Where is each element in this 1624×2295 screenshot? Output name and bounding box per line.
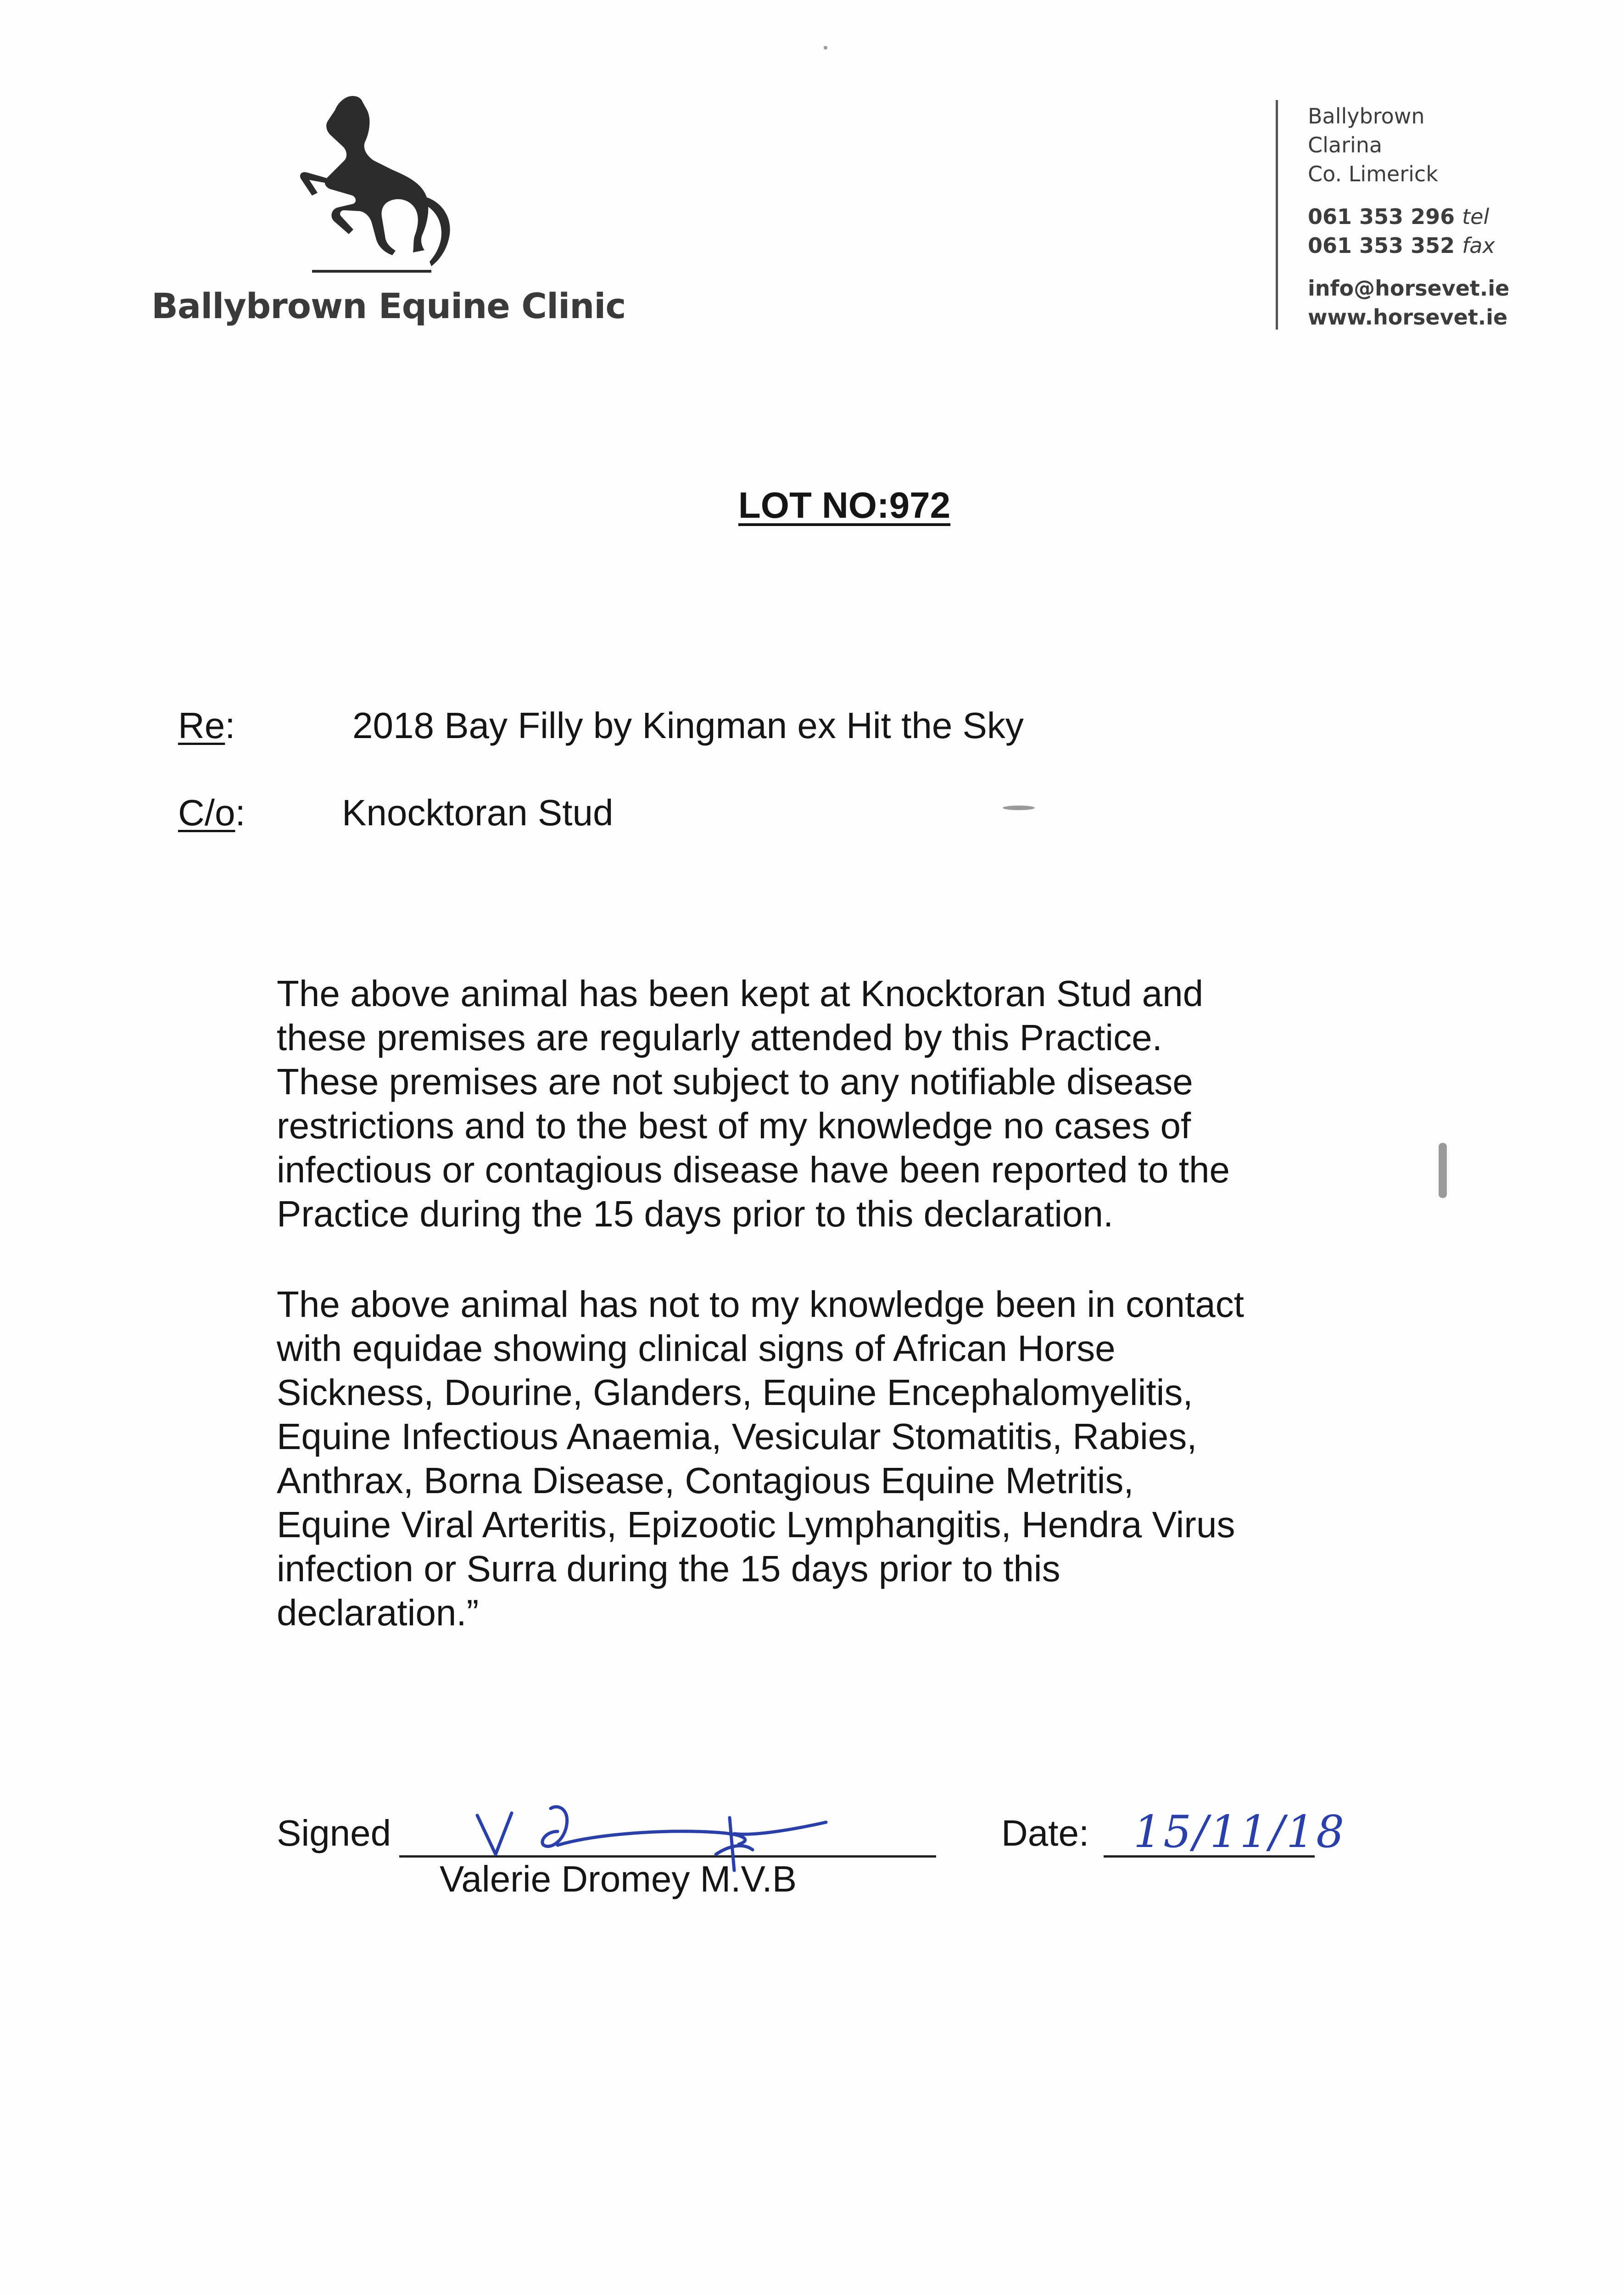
- co-colon: :: [235, 792, 246, 833]
- website-link[interactable]: www.horsevet.ie: [1308, 305, 1508, 330]
- date-label: Date:: [1001, 1813, 1089, 1853]
- paragraph-line: Equine Infectious Anaemia, Vesicular Stomatitis, Rabies,: [277, 1416, 1197, 1457]
- paragraph-line: Sickness, Dourine, Glanders, Equine Encephalomyelitis,: [277, 1372, 1193, 1413]
- paragraph-line: Anthrax, Borna Disease, Contagious Equine Metritis,: [277, 1460, 1134, 1501]
- scan-speck: [1439, 1143, 1447, 1198]
- re-label: [178, 705, 235, 747]
- paragraph-line: these premises are regularly attended by this Practice.: [277, 1017, 1162, 1058]
- co-label-text: C/o: [178, 792, 235, 833]
- fax-line: [1308, 231, 1509, 260]
- address-line: Co. Limerick: [1308, 162, 1438, 186]
- paragraph-line: Equine Viral Arteritis, Epizootic Lymphangitis, Hendra Virus: [277, 1504, 1235, 1545]
- phone-line: [1308, 202, 1509, 231]
- phone-number: 061 353 296: [1308, 204, 1455, 229]
- paragraph-line: infection or Surra during the 15 days prior to this: [277, 1548, 1060, 1589]
- fax-unit: fax: [1462, 233, 1495, 258]
- contact-block: [1308, 102, 1509, 332]
- email-link[interactable]: info@horsevet.ie: [1308, 276, 1510, 301]
- re-label-text: Re: [178, 705, 225, 746]
- paragraph-line: with equidae showing clinical signs of African Horse: [277, 1328, 1116, 1369]
- fax-number: 061 353 352: [1308, 233, 1455, 258]
- address-line: Ballybrown: [1308, 104, 1425, 129]
- paragraph-line: The above animal has not to my knowledge been in contact: [277, 1284, 1244, 1325]
- co-label: [178, 792, 246, 834]
- paragraph-line: infectious or contagious disease have been reported to the: [277, 1149, 1230, 1190]
- address-line: Clarina: [1308, 133, 1383, 157]
- re-value: 2018 Bay Filly by Kingman ex Hit the Sky: [352, 705, 1024, 746]
- declaration-paragraph-2: [277, 1282, 1332, 1635]
- re-colon: :: [225, 705, 235, 746]
- signer-name: Valerie Dromey M.V.B: [440, 1858, 797, 1899]
- phone-unit: tel: [1462, 204, 1490, 229]
- letterhead-divider: [1276, 100, 1278, 330]
- paragraph-line: Practice during the 15 days prior to this declaration.: [277, 1193, 1114, 1234]
- clinic-name: Ballybrown Equine Clinic: [151, 285, 626, 326]
- scan-speck: [824, 46, 827, 50]
- scan-speck: [1003, 806, 1035, 810]
- rearing-horse-logo: [275, 92, 468, 275]
- handwritten-date: 15/11/18: [1133, 1806, 1346, 1858]
- signed-label: Signed: [277, 1813, 391, 1853]
- paragraph-line: restrictions and to the best of my knowledge no cases of: [277, 1105, 1191, 1146]
- paragraph-line: These premises are not subject to any notifiable disease: [277, 1061, 1193, 1102]
- paragraph-line: The above animal has been kept at Knocktoran Stud and: [277, 973, 1204, 1014]
- co-value: Knocktoran Stud: [342, 792, 614, 833]
- declaration-paragraph-1: [277, 972, 1332, 1236]
- lot-number-heading: LOT NO:972: [738, 485, 951, 526]
- paragraph-line: declaration.”: [277, 1592, 479, 1633]
